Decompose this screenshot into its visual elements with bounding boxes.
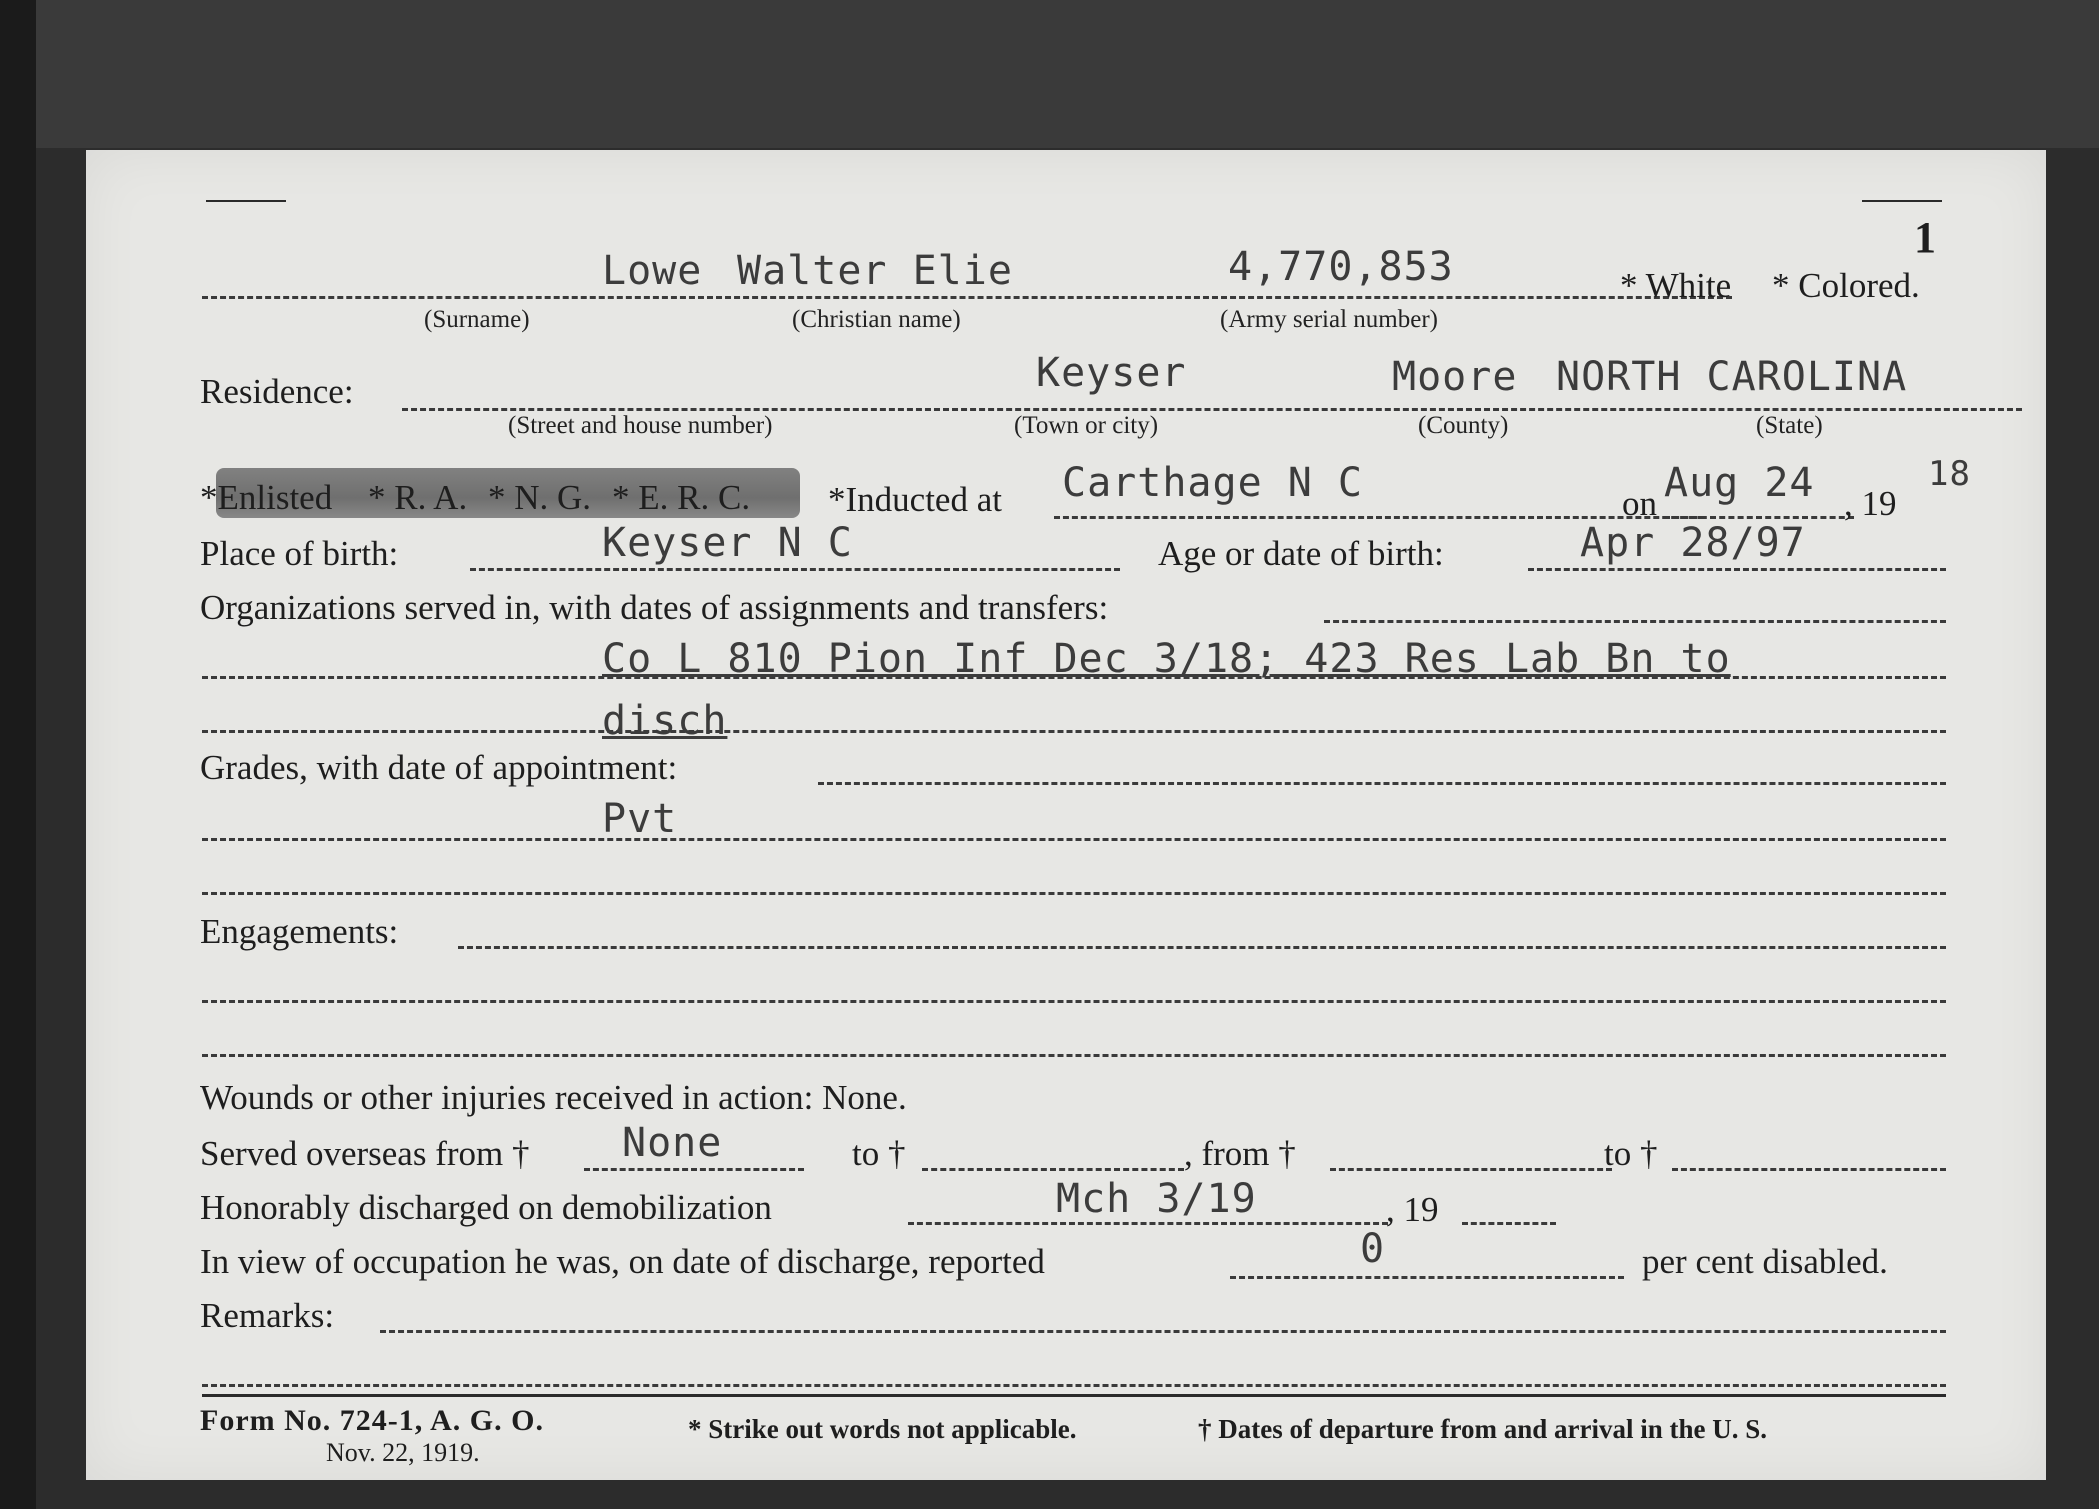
place-of-birth: Keyser N C bbox=[602, 520, 853, 566]
wounds-text: Wounds or other injuries received in action: None. bbox=[200, 1078, 907, 1117]
inducted-year-suffix: 18 bbox=[1928, 454, 1971, 494]
state-caption: (State) bbox=[1756, 412, 1823, 439]
discharge-date: Mch 3/19 bbox=[1056, 1176, 1257, 1222]
overseas-from2-label: , from † bbox=[1184, 1134, 1296, 1173]
street-caption: (Street and house number) bbox=[508, 412, 773, 439]
scan-background-top bbox=[0, 0, 2099, 148]
disability-line bbox=[1230, 1276, 1624, 1279]
overseas-from-line bbox=[584, 1168, 804, 1171]
overseas-from-value: None bbox=[622, 1120, 723, 1166]
overseas-to2-label: to † bbox=[1604, 1134, 1658, 1173]
grades-label: Grades, with date of appointment: bbox=[200, 748, 678, 787]
grades-line-0 bbox=[818, 782, 1946, 785]
remarks-line-2 bbox=[202, 1384, 1946, 1387]
christian-name: Walter Elie bbox=[737, 248, 1013, 294]
residence-town: Keyser bbox=[1036, 350, 1187, 396]
grades-line-2 bbox=[202, 892, 1946, 895]
grade-value: Pvt bbox=[602, 796, 678, 842]
date-of-birth: Apr 28/97 bbox=[1580, 520, 1806, 566]
engagements-line-2 bbox=[202, 1054, 1946, 1057]
card-number: 1 bbox=[1914, 213, 1936, 262]
organizations-line-2 bbox=[202, 730, 1946, 733]
form-date: Nov. 22, 1919. bbox=[326, 1438, 480, 1467]
army-serial-number: 4,770,853 bbox=[1228, 244, 1454, 290]
service-record-card bbox=[86, 150, 2046, 1480]
strike-out-note: * Strike out words not applicable. bbox=[688, 1414, 1077, 1444]
inducted-date: Aug 24 bbox=[1664, 460, 1815, 506]
name-line bbox=[202, 296, 1732, 299]
enlisted-option: *Enlisted bbox=[200, 478, 333, 517]
county-caption: (County) bbox=[1418, 412, 1509, 439]
top-right-rule bbox=[1862, 200, 1942, 202]
race-colored: * Colored. bbox=[1772, 266, 1920, 305]
remarks-line-1 bbox=[380, 1330, 1946, 1333]
organizations-label: Organizations served in, with dates of assignments and transfers: bbox=[200, 588, 1109, 627]
residence-line bbox=[402, 408, 2022, 411]
inducted-year-prefix: , 19 bbox=[1844, 484, 1897, 523]
remarks-label: Remarks: bbox=[200, 1296, 335, 1335]
place-of-birth-line bbox=[470, 568, 1120, 571]
inducted-date-line bbox=[1664, 516, 1854, 519]
dates-note: † Dates of departure from and arrival in the U. S. bbox=[1198, 1414, 1767, 1444]
discharge-year-line bbox=[1462, 1222, 1556, 1225]
discharge-label: Honorably discharged on demobilization bbox=[200, 1188, 772, 1227]
surname: Lowe bbox=[602, 248, 703, 294]
engagements-label: Engagements: bbox=[200, 912, 399, 951]
on-label: on bbox=[1622, 484, 1657, 523]
residence-county: Moore bbox=[1392, 354, 1518, 400]
form-number: Form No. 724-1, A. G. O. bbox=[200, 1404, 544, 1437]
footer-rule bbox=[202, 1394, 1946, 1397]
overseas-from2-line bbox=[1330, 1168, 1612, 1171]
serial-number-caption: (Army serial number) bbox=[1220, 306, 1438, 333]
disability-suffix: per cent disabled. bbox=[1642, 1242, 1888, 1281]
disability-label: In view of occupation he was, on date of discharge, reported bbox=[200, 1242, 1045, 1281]
surname-caption: (Surname) bbox=[424, 306, 530, 333]
race-white: * White bbox=[1620, 266, 1732, 305]
overseas-to-label: to † bbox=[852, 1134, 906, 1173]
ng-option: * N. G. bbox=[488, 478, 592, 517]
grades-line-1 bbox=[202, 838, 1946, 841]
discharge-year-prefix: , 19 bbox=[1386, 1190, 1439, 1229]
town-caption: (Town or city) bbox=[1014, 412, 1159, 439]
residence-label: Residence: bbox=[200, 372, 354, 411]
ra-option: * R. A. bbox=[368, 478, 468, 517]
overseas-label: Served overseas from † bbox=[200, 1134, 530, 1173]
inducted-label: *Inducted at bbox=[828, 480, 1002, 519]
organizations-entry-2: disch bbox=[602, 698, 728, 744]
top-left-rule bbox=[206, 200, 286, 202]
discharge-line bbox=[908, 1222, 1388, 1225]
place-of-birth-label: Place of birth: bbox=[200, 534, 399, 573]
inducted-line bbox=[1054, 516, 1704, 519]
engagements-line-1 bbox=[202, 1000, 1946, 1003]
overseas-to2-line bbox=[1672, 1168, 1946, 1171]
scan-background-left bbox=[0, 0, 36, 1509]
organizations-line-0 bbox=[1324, 620, 1946, 623]
erc-option: * E. R. C. bbox=[612, 478, 751, 517]
overseas-to-line bbox=[922, 1168, 1184, 1171]
age-line bbox=[1528, 568, 1946, 571]
age-label: Age or date of birth: bbox=[1158, 534, 1444, 573]
christian-name-caption: (Christian name) bbox=[792, 306, 961, 333]
disability-value: 0 bbox=[1360, 1226, 1386, 1272]
organizations-entry-1: Co L 810 Pion Inf Dec 3/18; 423 Res Lab Bn to bbox=[602, 636, 1731, 682]
residence-state: NORTH CAROLINA bbox=[1556, 354, 1908, 400]
inducted-place: Carthage N C bbox=[1062, 460, 1363, 506]
engagements-line-0 bbox=[458, 946, 1946, 949]
